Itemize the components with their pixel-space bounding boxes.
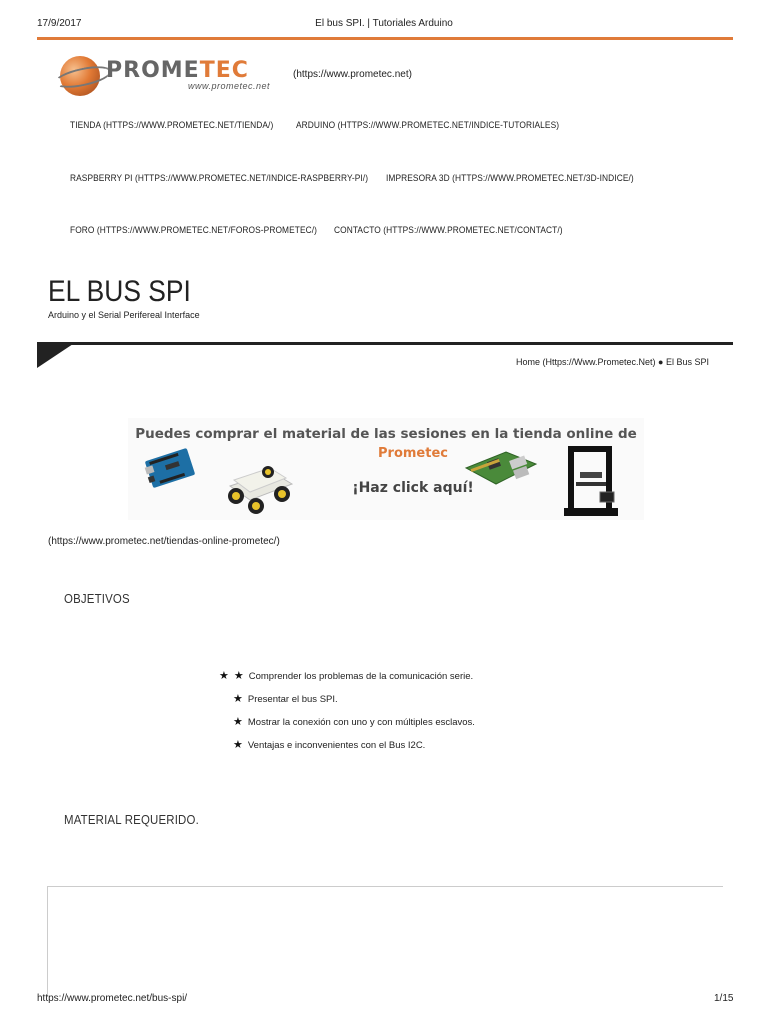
nav-item-tienda[interactable]: TIENDA (HTTPS://WWW.PROMETEC.NET/TIENDA/) <box>70 120 274 131</box>
banner-cta: ¡Haz click aquí! <box>352 480 474 496</box>
star-icon: ★ <box>233 739 243 751</box>
objetivos-heading: OBJETIVOS <box>64 591 130 606</box>
list-item <box>233 692 338 705</box>
breadcrumb[interactable]: Home (Https://Www.Prometec.Net) ● El Bus SPI <box>516 357 709 367</box>
list-item <box>219 669 473 682</box>
material-table-frame <box>47 886 723 997</box>
banner-brand: Prometec <box>378 446 448 461</box>
print-footer-url: https://www.prometec.net/bus-spi/ <box>37 993 188 1004</box>
shop-banner[interactable] <box>128 418 644 520</box>
page-subtitle: Arduino y el Serial Perifereal Interface <box>48 310 200 320</box>
raspberry-pi-icon <box>462 446 538 490</box>
nav-item-arduino[interactable]: ARDUINO (HTTPS://WWW.PROMETEC.NET/INDICE-TUTORIALES) <box>296 120 560 131</box>
list-item <box>233 715 475 728</box>
banner-link[interactable]: (https://www.prometec.net/tiendas-online-prometec/) <box>48 536 280 547</box>
logo-subtitle: www.prometec.net <box>188 81 271 91</box>
nav-item-contacto[interactable]: CONTACTO (HTTPS://WWW.PROMETEC.NET/CONTACT/) <box>334 225 563 236</box>
list-item-text: Presentar el bus SPI. <box>247 694 338 705</box>
logo-word-left: PROME <box>106 58 200 83</box>
print-title: El bus SPI. | Tutoriales Arduino <box>315 18 453 29</box>
star-icon: ★ <box>219 670 229 682</box>
star-icon: ★ <box>233 670 244 682</box>
logo-wordmark <box>106 58 249 83</box>
material-heading: MATERIAL REQUERIDO. <box>64 812 199 827</box>
nav-item-foro[interactable]: FORO (HTTPS://WWW.PROMETEC.NET/FOROS-PROMETEC/) <box>70 225 318 236</box>
arduino-board-icon <box>142 446 198 490</box>
title-rule <box>37 342 733 345</box>
nav-item-impresora[interactable]: IMPRESORA 3D (HTTPS://WWW.PROMETEC.NET/3D-INDICE/) <box>386 173 634 184</box>
print-footer-page: 1/15 <box>714 993 734 1004</box>
title-corner-triangle <box>37 344 73 368</box>
star-icon: ★ <box>233 693 243 705</box>
list-item-text: Comprender los problemas de la comunicación serie. <box>248 671 474 682</box>
logo-link[interactable]: (https://www.prometec.net) <box>293 69 412 80</box>
header-rule <box>37 37 733 40</box>
nav-item-raspberry[interactable]: RASPBERRY PI (HTTPS://WWW.PROMETEC.NET/INDICE-RASPBERRY-PI/) <box>70 173 369 184</box>
3d-printer-icon <box>560 442 622 520</box>
robot-car-icon <box>220 458 298 516</box>
list-item <box>233 738 425 751</box>
banner-headline: Puedes comprar el material de las sesiones en la tienda online de <box>135 426 637 442</box>
print-date: 17/9/2017 <box>37 18 82 29</box>
list-item-text: Mostrar la conexión con uno y con múltiples esclavos. <box>247 717 475 728</box>
star-icon: ★ <box>233 716 243 728</box>
list-item-text: Ventajas e inconvenientes con el Bus I2C. <box>247 740 426 751</box>
logo-word-right: TEC <box>199 58 249 83</box>
page-title: EL BUS SPI <box>48 275 191 308</box>
